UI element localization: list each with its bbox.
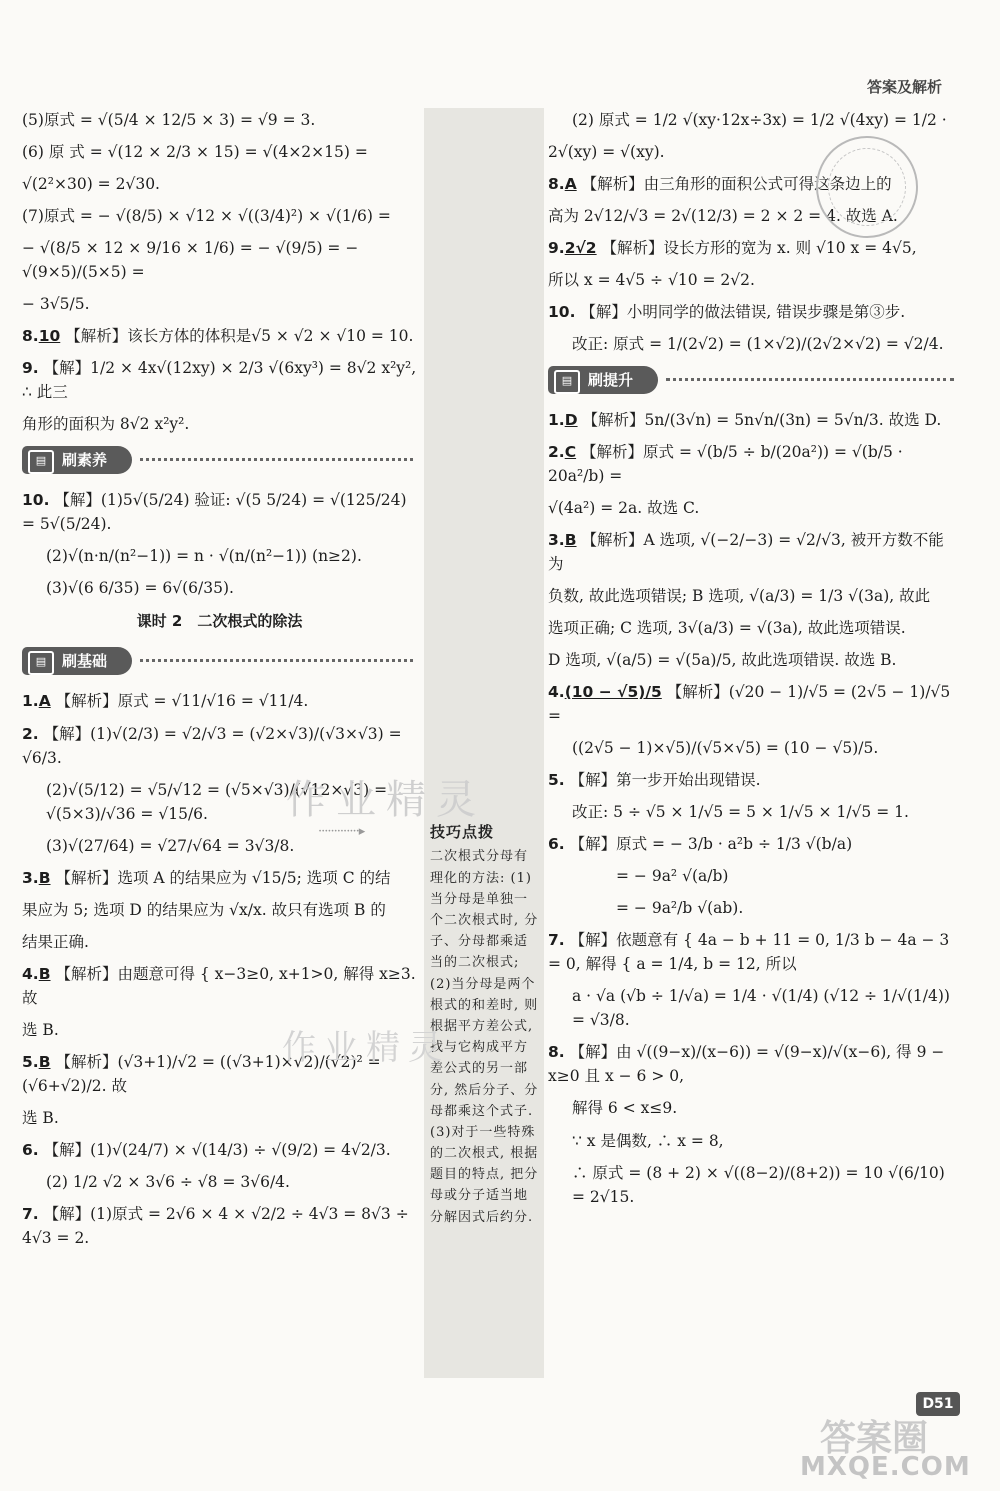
section-header (548, 366, 958, 394)
line: 果应为 5; 选项 D 的结果应为 √x/x. 故只有选项 B 的 (22, 900, 386, 919)
question-text: 【解】原式 = − 3/b · a²b ÷ 1/3 √(b/a) (569, 835, 853, 854)
page-number: D51 (916, 1392, 960, 1416)
line: D 选项, √(a/5) = √(5a)/5, 故此选项错误. 故选 B. (548, 651, 897, 670)
question-number: 7. (548, 931, 565, 950)
question-7 (548, 928, 958, 976)
question-number: 6. (548, 835, 565, 854)
question-number: 6. (22, 1140, 39, 1159)
question-text: 【解析】(√20 − 1)/√5 = (2√5 − 1)/√5 = (548, 683, 951, 726)
watermark-logo: 作业精灵 (282, 1028, 450, 1068)
divider (140, 458, 413, 461)
question-text: 【解】(1)√(24/7) × √(14/3) ÷ √(9/2) = 4√2/3. (43, 1140, 391, 1159)
watermark-logo: 作业精灵 (286, 777, 486, 823)
question-3 (22, 866, 417, 890)
question-8b (548, 1040, 958, 1088)
question-number: 9. (22, 359, 39, 378)
question-text: 【解析】选项 A 的结果应为 √15/5; 选项 C 的结 (55, 868, 391, 887)
question-text-cont: 角形的面积为 8√2 x²y². (22, 415, 190, 434)
question-number: 4. (22, 964, 39, 983)
question-4 (22, 962, 417, 1010)
watermark-logo: 答案圈 (820, 1418, 929, 1459)
question-3 (548, 528, 958, 576)
line: 高为 2√12/√3 = 2√(12/3) = 2 × 2 = 4. 故选 A. (548, 207, 898, 226)
watermark-url: MXQE.COM (800, 1452, 971, 1482)
book-icon: ▤ (28, 651, 54, 675)
answer: B (38, 964, 51, 983)
tip-pointer: ·············▸ (318, 824, 365, 839)
tip-body: 二次根式分母有理化的方法: (1)当分母是单独一个二次根式时, 分子、分母都乘适当的二次根式; (2)当分母是两个根式的和差时, 则根据平方差公式, 找与它构成平方差公式的另一部分, 然后分子、分母都乘这个式子. (3)对于一些特殊的二次根式, 根据题目的特点, 把分母或分子适当地分解因式后约分. (430, 849, 539, 1225)
section-label: 刷提升 (588, 371, 634, 390)
answer: C (564, 443, 577, 462)
line: − 3√5/5. (22, 295, 90, 314)
line: 负数, 故此选项错误; B 选项, √(a/3) = 1/3 √(3a), 故此 (548, 587, 931, 606)
question-number: 10. (548, 303, 576, 322)
answer: (10 − √5)/5 (564, 683, 662, 702)
answer: B (38, 1052, 51, 1071)
question-1 (548, 408, 958, 432)
section-label: 刷基础 (62, 652, 108, 671)
question-text: 【解析】5n/(3√n) = 5n√n/(3n) = 5√n/3. 故选 D. (582, 411, 942, 430)
question-number: 8. (548, 175, 565, 194)
question-text: 【解】(1)原式 = 2√6 × 4 × √2/2 ÷ 4√3 = 8√3 ÷ 4√3 = 2. (22, 1204, 409, 1247)
question-4 (548, 680, 958, 728)
answer: B (564, 531, 577, 550)
line: 结果正确. (22, 932, 89, 951)
answer: A (564, 175, 577, 194)
line: (2) 原式 = 1/2 √(xy·12x÷3x) = 1/2 √(4xy) = 1/2 · (572, 111, 947, 129)
question-8 (22, 324, 417, 348)
line: (5)原式 = √(5/4 × 12/5 × 3) = √9 = 3. (22, 111, 316, 129)
line: ∴ 原式 = (8 + 2) × √((8−2)/(8+2)) = 10 √(6/10) = 2√15. (572, 1163, 945, 1206)
line: = − 9a² √(a/b) (616, 867, 729, 886)
line: (3)√(27/64) = √27/√64 = 3√3/8. (46, 836, 295, 855)
answer: B (38, 868, 51, 887)
line: ((2√5 − 1)×√5)/(√5×√5) = (10 − √5)/5. (572, 739, 879, 758)
question-7 (22, 1202, 417, 1250)
line: (3)√(6 6/35) = 6√(6/35). (46, 579, 234, 598)
line: 解得 6 < x≤9. (572, 1099, 678, 1118)
question-number: 1. (548, 411, 565, 430)
answer: A (38, 692, 51, 711)
line: 选 B. (22, 1020, 59, 1039)
question-text: 【解】(1)5√(5/24) 验证: √(5 5/24) = √(125/24) = 5√(5/24). (22, 491, 407, 534)
question-2 (22, 722, 417, 770)
lesson-title: 课时 2 二次根式的除法 (136, 612, 303, 631)
section-label: 刷素养 (62, 451, 108, 470)
question-text: 【解析】由三角形的面积公式可得这条边上的 (581, 175, 892, 194)
line: ∵ x 是偶数, ∴ x = 8, (572, 1131, 724, 1150)
question-number: 3. (548, 531, 565, 550)
question-6 (548, 832, 958, 856)
line: 选项正确; C 选项, 3√(a/3) = √(3a), 故此选项错误. (548, 619, 906, 638)
question-number: 2. (548, 443, 565, 462)
question-text: 【解】小明同学的做法错误, 错误步骤是第③步. (580, 303, 906, 322)
line: − √(8/5 × 12 × 9/16 × 1/6) = − √(9/5) = − √(9×5)/(5×5) = (22, 239, 359, 282)
question-text: 【解析】原式 = √(b/5 ÷ b/(20a²)) = √(b/5 · 20a²/b) = (548, 443, 903, 486)
question-number: 5. (548, 771, 565, 790)
question-text: 【解】(1)√(2/3) = √2/√3 = (√2×√3)/(√3×√3) = √6/3. (22, 724, 402, 767)
question-5 (548, 768, 958, 792)
question-number: 2. (22, 724, 39, 743)
line: (2)√(5/12) = √5/√12 = (√5×√3)/(√12×√3) = √(5×3)/√36 = √15/6. (46, 780, 388, 823)
question-text: 【解】1/2 × 4x√(12xy) × 2/3 √(6xy³) = 8√2 x²y², ∴ 此三 (22, 359, 417, 402)
question-text: 【解析】A 选项, √(−2/−3) = √2/√3, 被开方数不能为 (548, 531, 944, 574)
question-text: 【解析】该长方体的体积是√5 × √2 × √10 = 10. (65, 327, 414, 346)
right-column (548, 108, 958, 1217)
question-text: 【解析】设长方形的宽为 x. 则 √10 x = 4√5, (601, 239, 917, 258)
section-badge (548, 366, 658, 394)
question-9 (22, 356, 417, 404)
book-icon: ▤ (28, 450, 54, 474)
page-header: 答案及解析 (866, 78, 942, 96)
question-text: 【解】由 √((9−x)/(x−6)) = √(9−x)/√(x−6), 得 9 − x≥0 且 x − 6 > 0, (548, 1043, 945, 1086)
question-number: 7. (22, 1204, 39, 1223)
question-number: 10. (22, 491, 50, 510)
line: √(2²×30) = 2√30. (22, 175, 160, 194)
question-text: 【解】第一步开始出现错误. (569, 771, 761, 790)
question-number: 3. (22, 868, 39, 887)
question-number: 1. (22, 692, 39, 711)
line: 所以 x = 4√5 ÷ √10 = 2√2. (548, 271, 755, 290)
line: 改正: 原式 = 1/(2√2) = (1×√2)/(2√2×√2) = √2/4. (572, 335, 944, 354)
question-9 (548, 236, 958, 260)
line: √(4a²) = 2a. 故选 C. (548, 499, 700, 518)
book-icon: ▤ (554, 370, 580, 394)
question-number: 8. (22, 327, 39, 346)
answer: D (564, 411, 578, 430)
line: 选 B. (22, 1108, 59, 1127)
section-header (22, 647, 417, 675)
section-badge (22, 446, 132, 474)
question-text: 【解析】原式 = √11/√16 = √11/4. (55, 692, 309, 711)
section-header (22, 446, 417, 474)
divider (140, 659, 413, 662)
tip-title: 技巧点拨 (430, 823, 495, 841)
question-number: 5. (22, 1052, 39, 1071)
answer: 10 (38, 327, 61, 346)
line: (7)原式 = − √(8/5) × √12 × √((3/4)²) × √(1/6) = (22, 207, 391, 226)
question-number: 8. (548, 1043, 565, 1062)
line: (6) 原 式 = √(12 × 2/3 × 15) = √(4×2×15) = (22, 143, 368, 162)
question-10 (548, 300, 958, 324)
question-text: 【解析】(√3+1)/√2 = ((√3+1)×√2)/(√2)² = (√6+√2)/2. 故 (22, 1052, 381, 1095)
stamp-ring (820, 140, 915, 235)
question-2 (548, 440, 958, 488)
line: (2) 1/2 √2 × 3√6 ÷ √8 = 3√6/4. (46, 1172, 290, 1191)
line: a · √a (√b ÷ 1/√a) = 1/4 · √(1/4) (√12 ÷ 1/√(1/4)) = √3/8. (572, 987, 950, 1030)
question-text: 【解】依题意有 { 4a − b + 11 = 0, 1/3 b − 4a − 3 = 0, 解得 { a = 1/4, b = 12, 所以 (548, 931, 950, 974)
question-6 (22, 1138, 417, 1162)
question-number: 9. (548, 239, 565, 258)
line: (2)√(n·n/(n²−1)) = n · √(n/(n²−1)) (n≥2). (46, 547, 362, 566)
line: = − 9a²/b √(ab). (616, 899, 744, 918)
section-badge (22, 647, 132, 675)
line: 改正: 5 ÷ √5 × 1/√5 = 5 × 1/√5 × 1/√5 = 1. (572, 803, 909, 822)
question-10 (22, 488, 417, 536)
line: 2√(xy) = √(xy). (548, 143, 665, 162)
question-number: 4. (548, 683, 565, 702)
question-1 (22, 689, 417, 713)
left-column (22, 108, 417, 1258)
divider (666, 378, 954, 381)
question-text: 【解析】由题意可得 { x−3≥0, x+1>0, 解得 x≥3. 故 (22, 964, 416, 1007)
answer: 2√2 (564, 239, 597, 258)
